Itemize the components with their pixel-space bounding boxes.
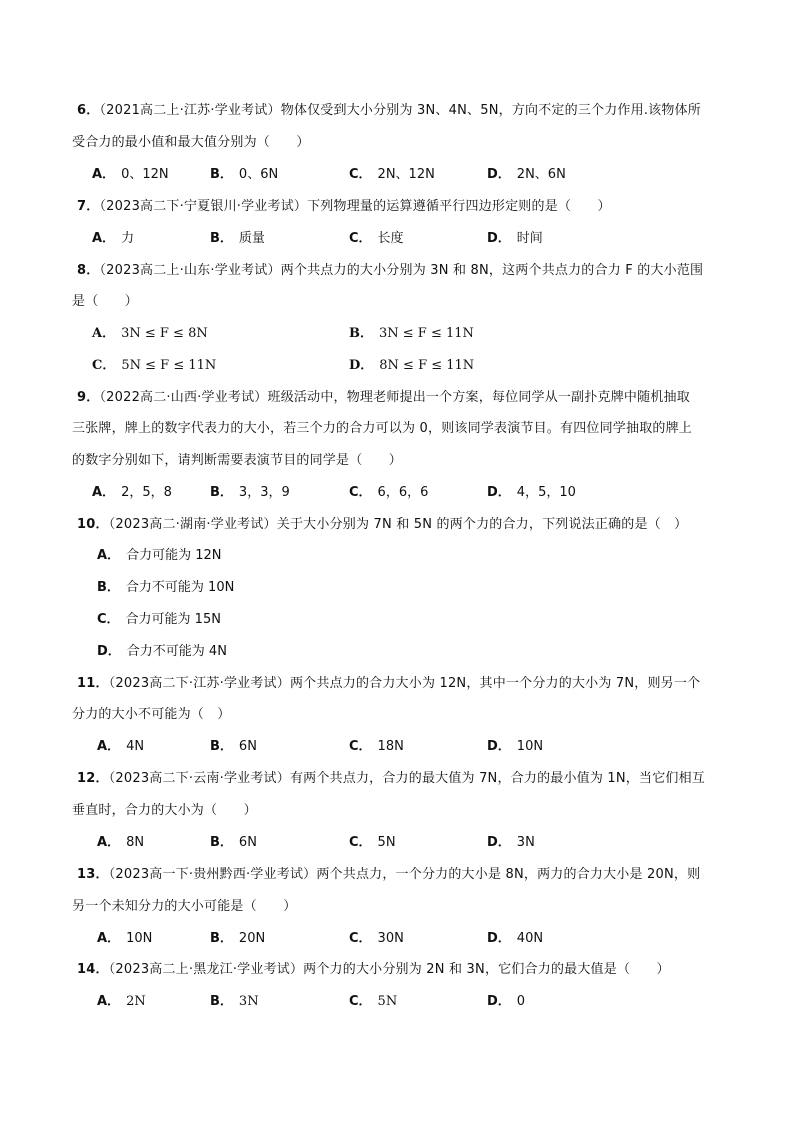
- q7-option-a: A． 力: [92, 231, 135, 246]
- q11-option-a: A． 4N: [97, 739, 145, 754]
- question-8-line-2: 是（ ）: [72, 294, 139, 309]
- q6-option-a: A． 0、12N: [92, 167, 169, 182]
- question-11-line-2: 分力的大小不可能为（ ）: [72, 707, 231, 722]
- question-12-line-1: 12．（2023高二下·云南·学业考试）有两个共点力，合力的最大值为 7N，合力的最小值为 1N，当它们相互: [77, 771, 706, 786]
- q9-option-a: A． 2，5，8: [92, 485, 172, 500]
- q9-option-b: B． 3，3，9: [210, 485, 290, 500]
- q12-option-c: C． 5N: [349, 835, 396, 850]
- q13-option-a: A． 10N: [97, 931, 153, 946]
- q10-option-c: C． 合力可能为 15N: [97, 612, 221, 627]
- q6-option-b: B． 0、6N: [210, 167, 279, 182]
- q11-option-b: B． 6N: [210, 739, 257, 754]
- q7-option-d: D． 时间: [487, 231, 543, 246]
- question-11-line-1: 11．（2023高二下·江苏·学业考试）两个共点力的合力大小为 12N，其中一个分力的大小为 7N，则另一个: [77, 676, 701, 691]
- question-9-line-1: 9．（2022高二·山西·学业考试）班级活动中，物理老师提出一个方案，每位同学从一副扑克牌中随机抽取: [77, 390, 690, 405]
- q13-option-c: C． 30N: [349, 931, 404, 946]
- q11-option-d: D． 10N: [487, 739, 544, 754]
- q9-option-d: D． 4，5，10: [487, 485, 576, 500]
- question-10-line-1: 10．（2023高二·湖南·学业考试）关于大小分别为 7N 和 5N 的两个力的合力，下列说法正确的是（ ）: [77, 517, 688, 532]
- q11-option-c: C． 18N: [349, 739, 404, 754]
- q8-option-d: D． 8N ≤ F ≤ 11N: [349, 358, 475, 373]
- q13-option-d: D． 40N: [487, 931, 544, 946]
- question-number: 6．: [77, 103, 100, 118]
- q6-option-d: D． 2N、6N: [487, 167, 566, 182]
- q12-option-d: D． 3N: [487, 835, 535, 850]
- question-14-line-1: 14．（2023高二上·黑龙江·学业考试）两个力的大小分别为 2N 和 3N，它们合力的最大值是（ ）: [77, 962, 670, 977]
- question-8-line-1: 8．（2023高二上·山东·学业考试）两个共点力的大小分别为 3N 和 8N，这两个共点力的合力 F 的大小范围: [77, 263, 704, 278]
- q6-option-c: C． 2N、12N: [349, 167, 435, 182]
- q9-option-c: C． 6，6，6: [349, 485, 429, 500]
- q12-option-a: A． 8N: [97, 835, 145, 850]
- question-9-line-2: 三张牌，牌上的数字代表力的大小，若三个力的合力可以为 0，则该同学表演节目。有四位同学抽取的牌上: [72, 421, 693, 436]
- q8-option-a: A． 3N ≤ F ≤ 8N: [92, 326, 208, 341]
- question-9-line-3: 的数字分别如下，请判断需要表演节目的同学是（ ）: [72, 453, 403, 468]
- question-6-line-2: 受合力的最小值和最大值分别为（ ）: [72, 135, 310, 150]
- q14-option-b: B． 3N: [210, 994, 259, 1009]
- q14-option-d: D． 0: [487, 994, 526, 1009]
- q10-option-a: A． 合力可能为 12N: [97, 548, 222, 563]
- question-6-line-1: [77, 103, 701, 119]
- question-stem: 物体仅受到大小分别为 3N、4N、5N，方向不定的三个力作用.该物体所: [280, 103, 701, 118]
- q12-option-b: B． 6N: [210, 835, 257, 850]
- q14-option-a: A． 2N: [97, 994, 146, 1009]
- question-7-line-1: 7．（2023高二下·宁夏银川·学业考试）下列物理量的运算遵循平行四边形定则的是（ ）: [77, 199, 611, 214]
- q10-option-b: B． 合力不可能为 10N: [97, 580, 235, 595]
- q7-option-b: B． 质量: [210, 231, 265, 246]
- q10-option-d: D． 合力不可能为 4N: [97, 644, 227, 659]
- q14-option-c: C． 5N: [349, 994, 398, 1009]
- question-source: （2021高二上·江苏·学业考试）: [99, 103, 281, 118]
- question-13-line-1: 13．（2023高一下·贵州黔西·学业考试）两个共点力，一个分力的大小是 8N，两力的合力大小是 20N，则: [77, 867, 701, 882]
- q8-option-c: C． 5N ≤ F ≤ 11N: [92, 358, 217, 373]
- q8-option-b: B． 3N ≤ F ≤ 11N: [349, 326, 474, 341]
- q13-option-b: B． 20N: [210, 931, 266, 946]
- q7-option-c: C． 长度: [349, 231, 404, 246]
- question-13-line-2: 另一个未知分力的大小可能是（ ）: [72, 899, 297, 914]
- question-12-line-2: 垂直时，合力的大小为（ ）: [72, 803, 257, 818]
